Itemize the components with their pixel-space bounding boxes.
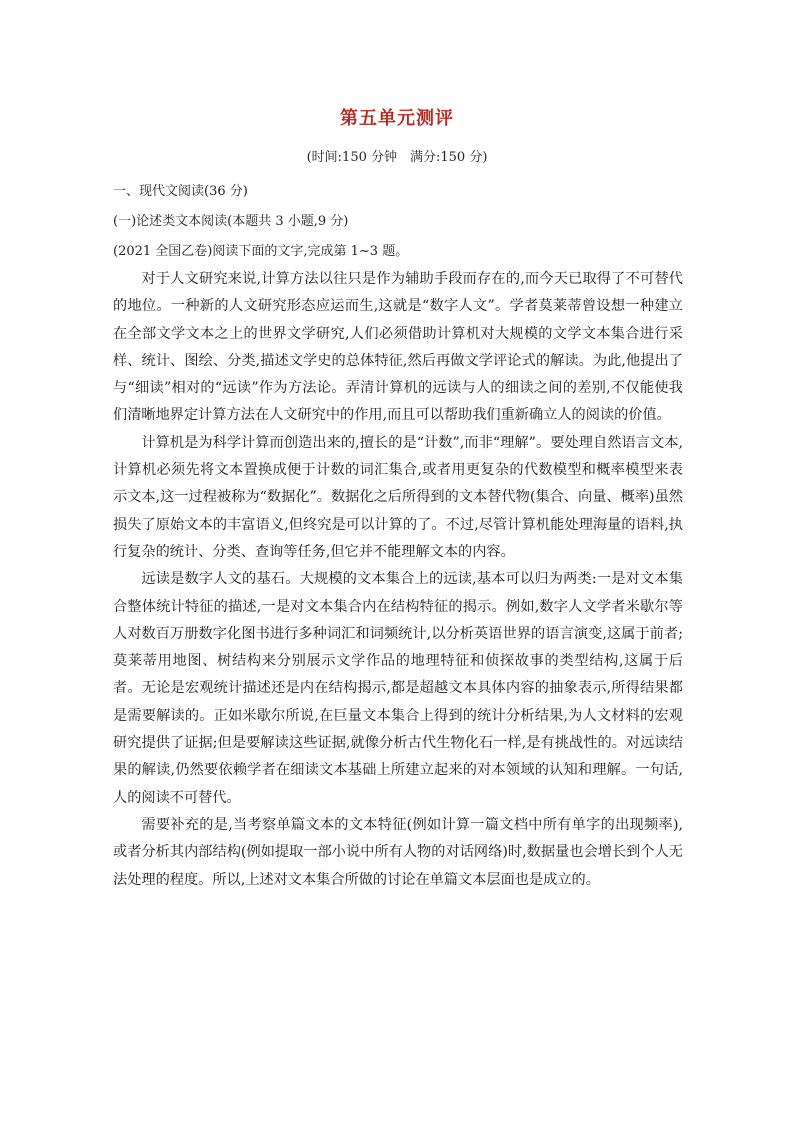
section-heading: 一、现代文阅读(36 分) (113, 184, 248, 199)
page-title: 第五单元测评 (340, 108, 454, 129)
paragraph-3: 远读是数字人文的基石。大规模的文本集合上的远读,基本可以归为两类:一是对文本集合整体统计特征的描述,一是对文本集合内在结构特征的揭示。例如,数字人文学者米歇尔等人对数百万册数字化图书进行多种词汇和词频统计,以分析英语世界的语言演变,这属于前者;莫莱蒂用地图、树结构来分别展示文学作品的地理特征和侦探故事的类型结构,这属于后者。无论是宏观统计描述还是内在结构揭示,都是超越文本具体内容的抽象表示,所得结果都是需要解读的。正如米歇尔所说,在巨量文本集合上得到的统计分析结果,为人文材料的宏观研究提供了证据;但是要解读这些证据,就像分析古代生物化石一样,是有挑战性的。对远读结果的解读,仍然要依赖学者在细读文本基础上所建立起来的对本领域的认知和理解。一句话,人的阅读不可替代。 (113, 571, 683, 806)
source-line: (2021 全国乙卷)阅读下面的文字,完成第 1~3 题。 (113, 244, 409, 259)
paragraph-4: 需要补充的是,当考察单篇文本的文本特征(例如计算一篇文档中所有单字的出现频率),或者分析其内部结构(例如提取一部小说中所有人物的对话网络)时,数据量也会增长到个人无法处理的程度。所以,上述对文本集合所做的讨论在单篇文本层面也是成立的。 (113, 816, 683, 888)
subsection-heading: (一)论述类文本阅读(本题共 3 小题,9 分) (113, 214, 349, 229)
paragraph-1: 对于人文研究来说,计算方法以往只是作为辅助手段而存在的,而今天已取得了不可替代的地位。一种新的人文研究形态应运而生,这就是“数字人文”。学者莫莱蒂曾设想一种建立在全部文学文本之上的世界文学研究,人们必须借助计算机对大规模的文学文本集合进行采样、统计、图绘、分类,描述文学史的总体特征,然后再做文学评论式的解读。为此,他提出了与“细读”相对的“远读”作为方法论。弄清计算机的远读与人的细读之间的差别,不仅能使我们清晰地界定计算方法在人文研究中的作用,而且可以帮助我们重新确立人的阅读的价值。 (113, 271, 683, 424)
paragraph-2: 计算机是为科学计算而创造出来的,擅长的是“计数”,而非“理解”。要处理自然语言文本,计算机必须先将文本置换成便于计数的词汇集合,或者用更复杂的代数模型和概率模型来表示文本,这一过程被称为“数据化”。数据化之后所得到的文本替代物(集合、向量、概率)虽然损失了原始文本的丰富语义,但终究是可以计算的了。不过,尽管计算机能处理海量的语料,执行复杂的统计、分类、查询等任务,但它并不能理解文本的内容。 (113, 434, 683, 560)
exam-time-score: (时间:150 分钟 满分:150 分) (306, 150, 488, 165)
reading-passage (113, 266, 683, 894)
